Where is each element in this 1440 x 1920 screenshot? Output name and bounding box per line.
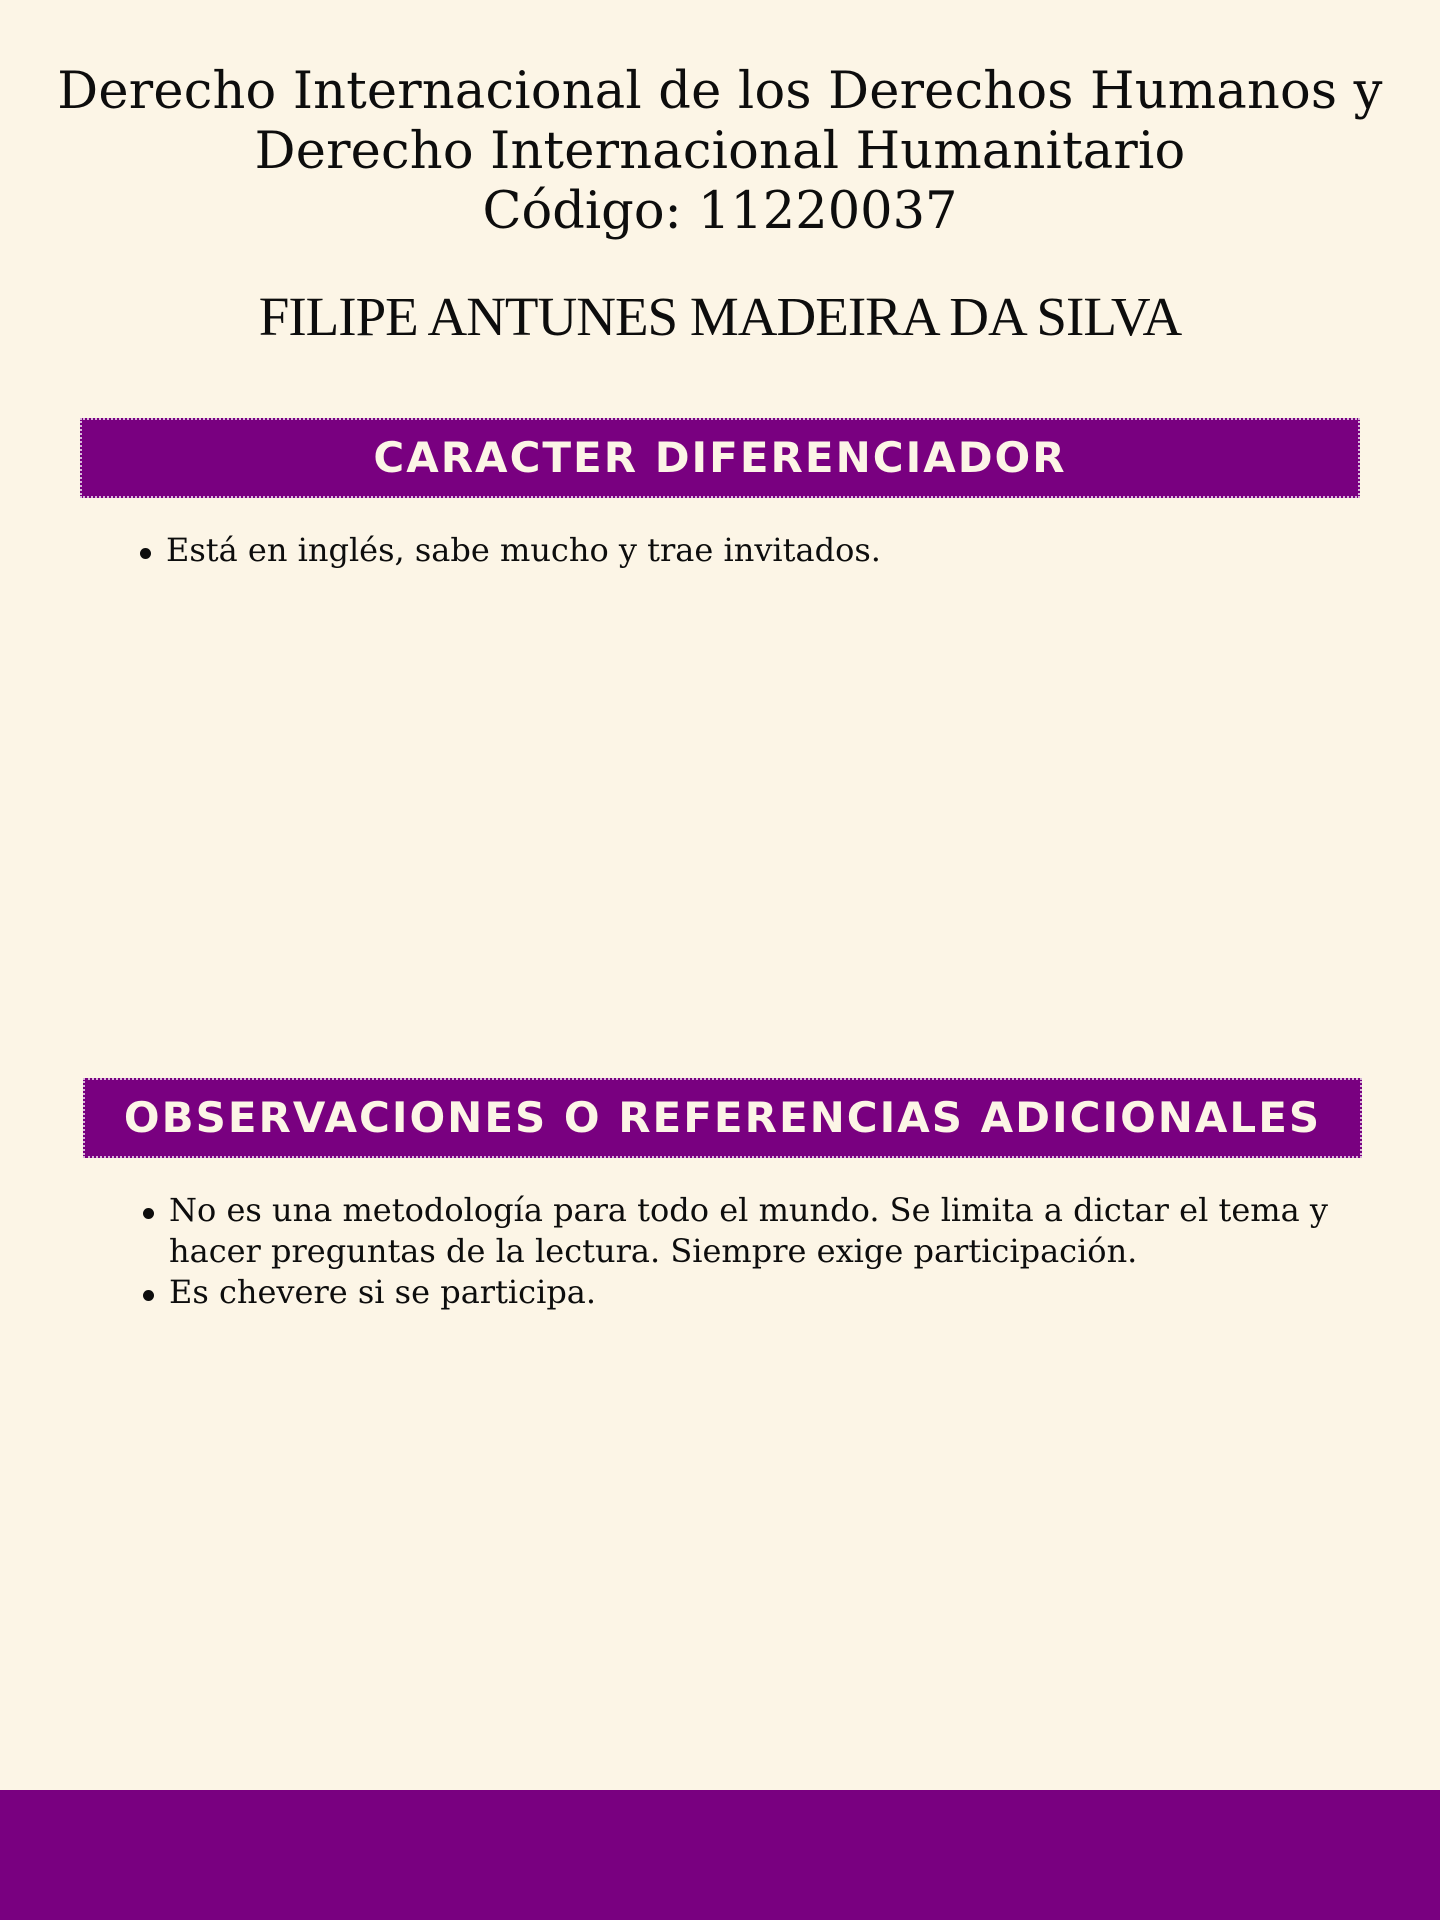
course-title-line-1: Derecho Internacional de los Derechos Humanos y	[57, 62, 1383, 121]
observaciones-list	[139, 1190, 1359, 1313]
list-item: No es una metodología para todo el mundo. Se limita a dictar el tema y hacer preguntas de la lectura. Siempre exige participación.	[139, 1190, 1359, 1272]
course-title-line-2: Derecho Internacional Humanitario	[254, 122, 1186, 181]
section-heading-observaciones: OBSERVACIONES O REFERENCIAS ADICIONALES	[83, 1078, 1362, 1158]
professor-name: FILIPE ANTUNES MADEIRA DA SILVA	[258, 286, 1182, 347]
page-header	[0, 62, 1440, 242]
course-code: Código: 11220037	[482, 182, 958, 241]
list-item: Es chevere si se participa.	[139, 1272, 1359, 1313]
caracter-diferenciador-list	[136, 530, 1336, 571]
footer-bar	[0, 1790, 1440, 1920]
list-item: Está en inglés, sabe mucho y trae invitados.	[136, 530, 1336, 571]
section-heading-caracter-diferenciador: CARACTER DIFERENCIADOR	[80, 418, 1360, 498]
